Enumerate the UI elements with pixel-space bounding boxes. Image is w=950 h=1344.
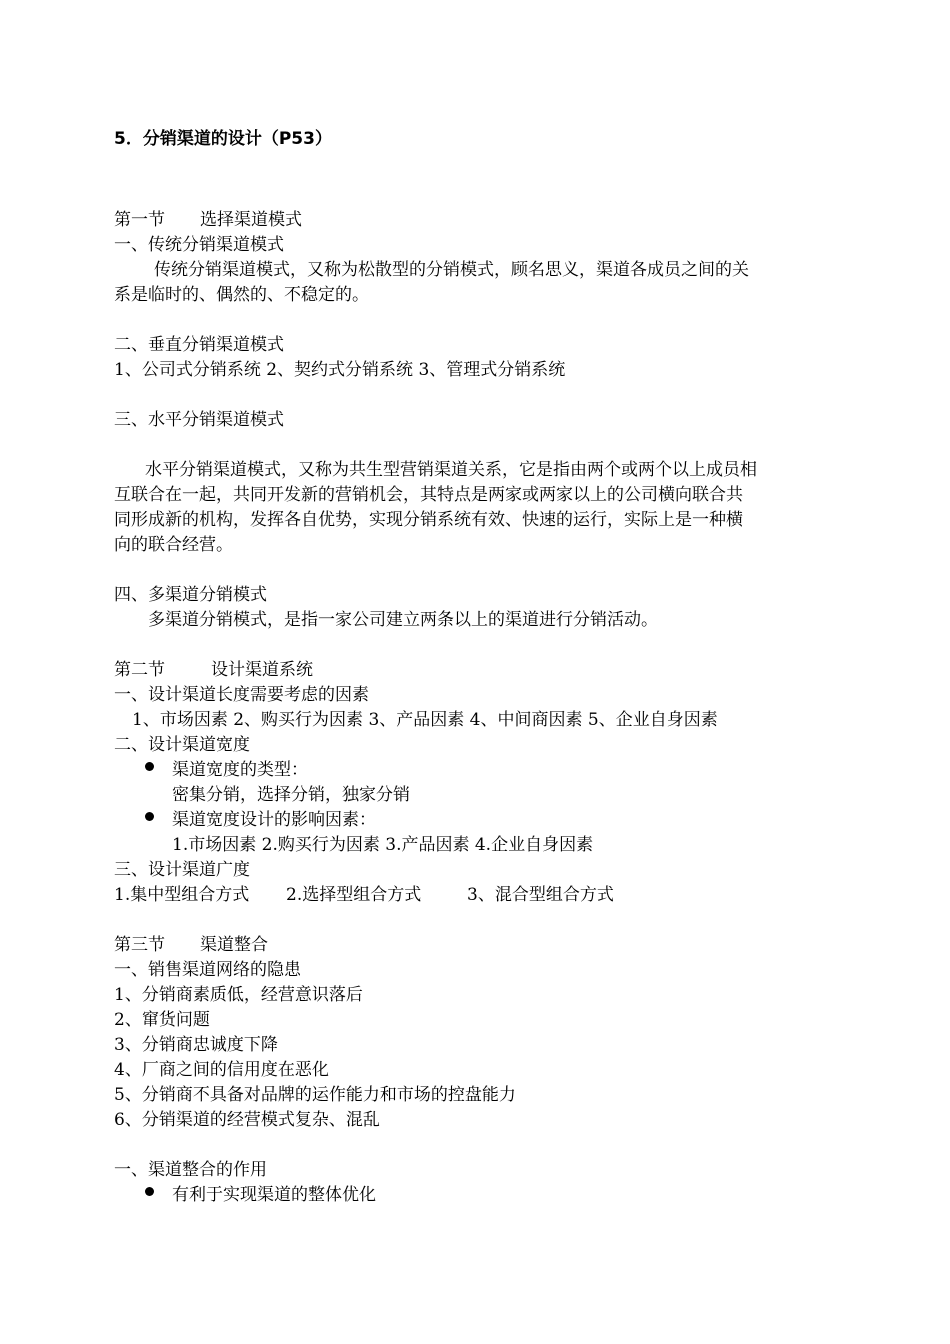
- subsection-heading: 三、设计渠道广度: [114, 860, 250, 880]
- section-2-label: 第二节: [114, 660, 165, 680]
- section-1-label: 第一节: [114, 210, 165, 230]
- list-item: 6、分销渠道的经营模式复杂、混乱: [114, 1110, 380, 1130]
- subsection-heading: 二、设计渠道宽度: [114, 735, 250, 755]
- bullet-sub-line: 密集分销，选择分销，独家分销: [172, 785, 410, 805]
- list-item: 2、窜货问题: [114, 1010, 210, 1030]
- subsection-heading: 一、渠道整合的作用: [114, 1160, 267, 1180]
- section-3-label: 第三节: [114, 935, 165, 955]
- section-1-heading: 选择渠道模式: [200, 210, 302, 230]
- subsection-heading: 一、设计渠道长度需要考虑的因素: [114, 685, 369, 705]
- combo-option-3: 3、混合型组合方式: [467, 885, 614, 905]
- list-item: 5、分销商不具备对品牌的运作能力和市场的控盘能力: [114, 1085, 516, 1105]
- paragraph-line: 多渠道分销模式，是指一家公司建立两条以上的渠道进行分销活动。: [148, 610, 658, 630]
- bullet-sub-line: 1.市场因素 2.购买行为因素 3.产品因素 4.企业自身因素: [172, 835, 594, 855]
- paragraph-line: 互联合在一起，共同开发新的营销机会，其特点是两家或两家以上的公司横向联合共: [114, 485, 743, 505]
- subsection-heading: 二、垂直分销渠道模式: [114, 335, 284, 355]
- paragraph-line: 1、市场因素 2、购买行为因素 3、产品因素 4、中间商因素 5、企业自身因素: [132, 710, 718, 730]
- combo-option-1: 1.集中型组合方式: [114, 885, 250, 905]
- subsection-heading: 四、多渠道分销模式: [114, 585, 267, 605]
- combo-option-2: 2.选择型组合方式: [286, 885, 422, 905]
- bullet-icon: [145, 762, 154, 771]
- subsection-heading: 三、水平分销渠道模式: [114, 410, 284, 430]
- list-item: 3、分销商忠诚度下降: [114, 1035, 278, 1055]
- bullet-item: 有利于实现渠道的整体优化: [172, 1185, 376, 1205]
- list-item: 4、厂商之间的信用度在恶化: [114, 1060, 329, 1080]
- paragraph-line: 向的联合经营。: [114, 535, 233, 555]
- bullet-item: 渠道宽度设计的影响因素：: [172, 810, 376, 830]
- bullet-icon: [145, 1187, 154, 1196]
- bullet-icon: [145, 812, 154, 821]
- list-item: 1、分销商素质低，经营意识落后: [114, 985, 363, 1005]
- paragraph-line: 同形成新的机构，发挥各自优势，实现分销系统有效、快速的运行，实际上是一种横: [114, 510, 743, 530]
- section-2-heading: 设计渠道系统: [211, 660, 313, 680]
- subsection-heading: 一、销售渠道网络的隐患: [114, 960, 301, 980]
- paragraph-line: 1、公司式分销系统 2、契约式分销系统 3、管理式分销系统: [114, 360, 566, 380]
- page-title: 5．分销渠道的设计（P53）: [114, 129, 332, 149]
- subsection-heading: 一、传统分销渠道模式: [114, 235, 284, 255]
- paragraph-line: 水平分销渠道模式，又称为共生型营销渠道关系，它是指由两个或两个以上成员相: [145, 460, 757, 480]
- bullet-item: 渠道宽度的类型：: [172, 760, 308, 780]
- section-3-heading: 渠道整合: [200, 935, 268, 955]
- paragraph-line: 系是临时的、偶然的、不稳定的。: [114, 285, 369, 305]
- paragraph-line: 传统分销渠道模式，又称为松散型的分销模式，顾名思义，渠道各成员之间的关: [154, 260, 749, 280]
